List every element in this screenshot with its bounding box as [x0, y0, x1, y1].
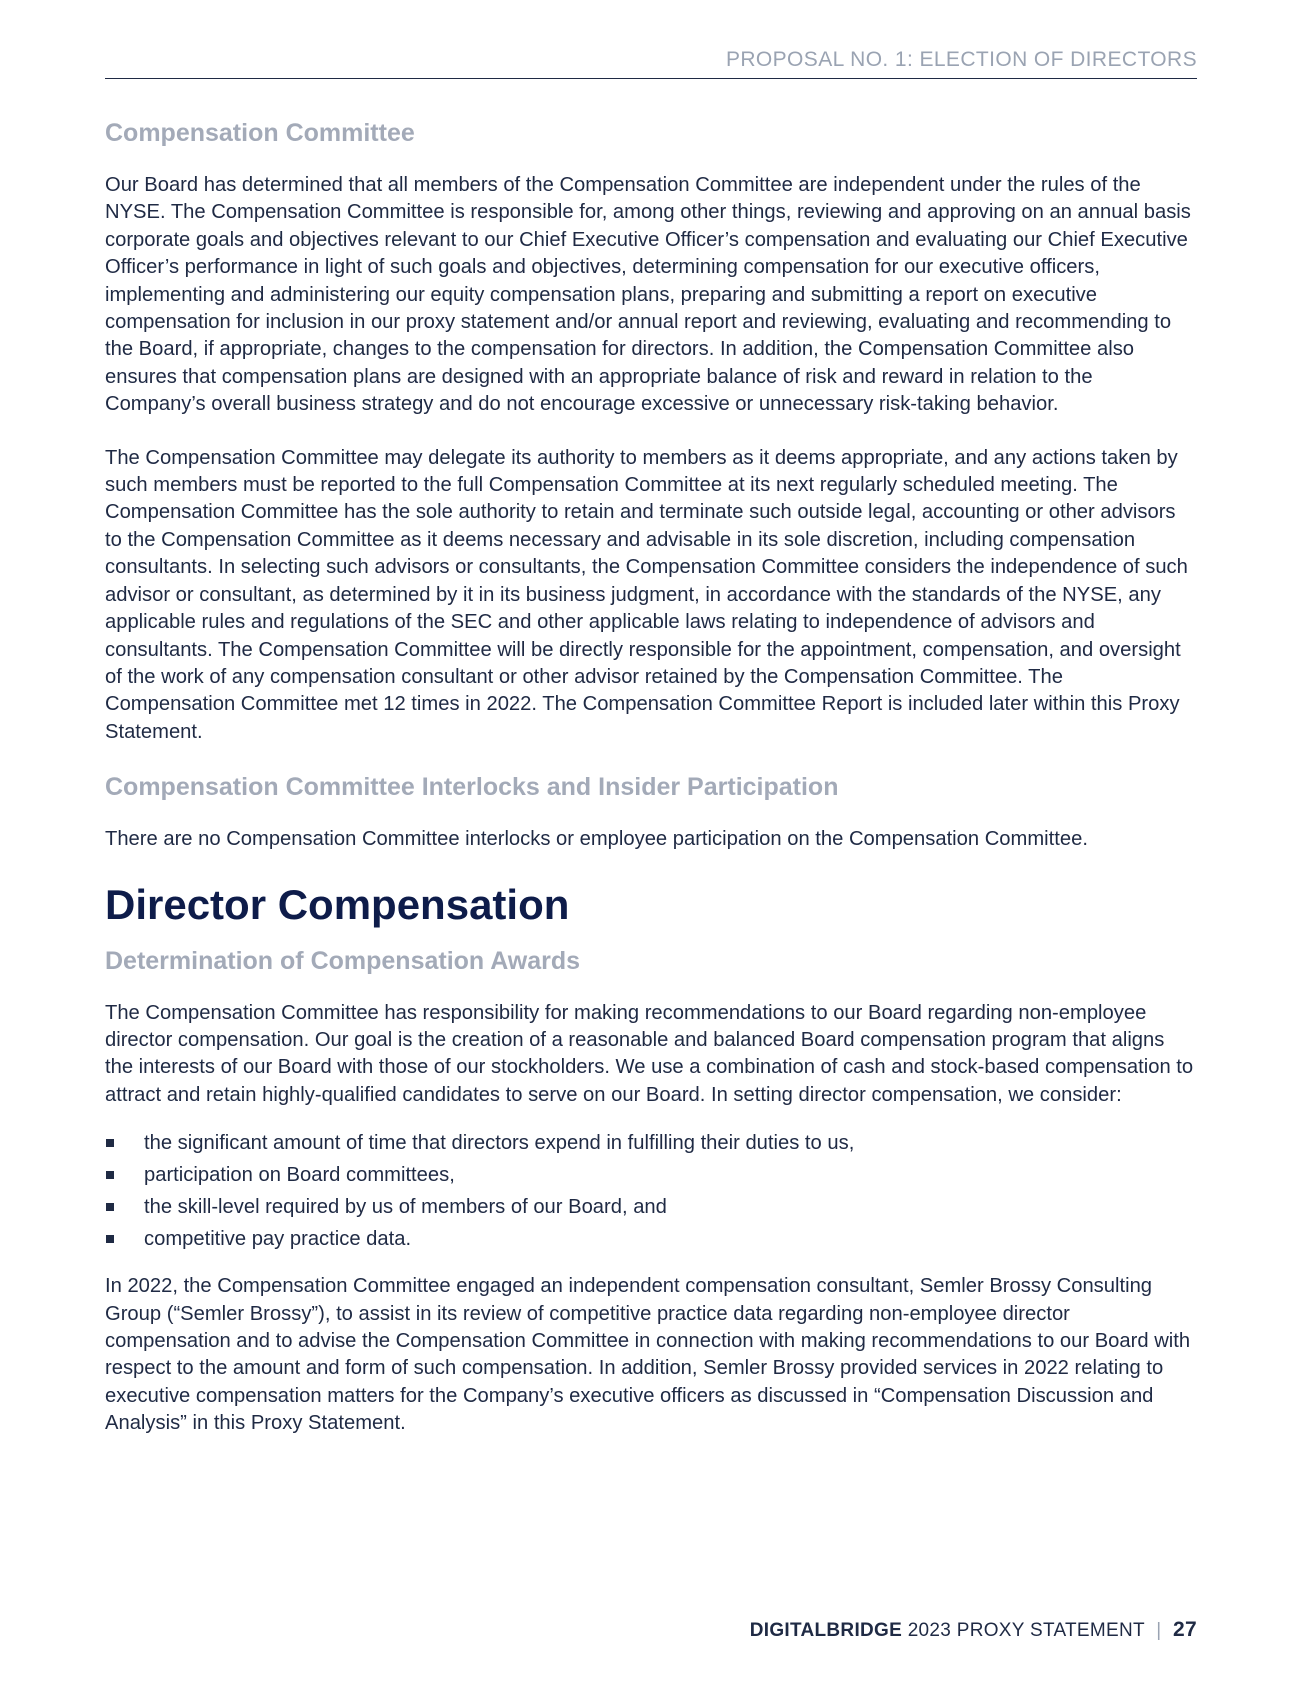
- compensation-committee-heading: Compensation Committee: [105, 119, 415, 147]
- footer-separator: |: [1156, 1620, 1162, 1641]
- square-bullet-icon: [106, 1203, 114, 1211]
- compensation-committee-paragraph-1: Our Board has determined that all members of the Compensation Committee are independent under the rules of the NYSE. The Compensation Committee is responsible for, among other things, reviewing and approving on an annual basis corporate goals and objectives relevant to our Chief Executive Officer’s compensation and evaluating our Chief Executive Officer’s performance in light of such goals and objectives, determining compensation for our executive officers, implementing and administering our equity compensation plans, preparing and submitting a report on executive compensation for inclusion in our proxy statement and/or annual report and reviewing, evaluating and recommending to the Board, if appropriate, changes to the compensation for directors. In addition, the Compensation Committee also ensures that compensation plans are designed with an appropriate balance of risk and reward in relation to the Company’s overall business strategy and do not encourage excessive or unnecessary risk-taking behavior.: [105, 174, 1191, 416]
- director-compensation-title: Director Compensation: [105, 880, 570, 928]
- director-compensation-paragraph-1: The Compensation Committee has responsibility for making recommendations to our Board regarding non-employee director compensation. Our goal is the creation of a reasonable and balanced Board compensation program that aligns the interests of our Board with those of our stockholders. We use a combination of cash and stock-based compensation to attract and retain highly-qualified candidates to serve on our Board. In setting director compensation, we consider:: [105, 1001, 1194, 1106]
- square-bullet-icon: [106, 1139, 114, 1147]
- considerations-list: [105, 1127, 1197, 1255]
- list-item: the skill-level required by us of members of our Board, and: [105, 1191, 1197, 1223]
- list-item: the significant amount of time that directors expend in fulfilling their duties to us,: [105, 1127, 1197, 1159]
- footer-brand: DIGITALBRIDGE: [749, 1620, 903, 1641]
- page-content: [105, 118, 1197, 1438]
- director-compensation-paragraph-2: In 2022, the Compensation Committee engaged an independent compensation consultant, Semler Brossy Consulting Group (“Semler Brossy”), to assist in its review of competitive practice data regarding non-employee director compensation and to advise the Compensation Committee in connection with making recommendations to our Board with respect to the amount and form of such compensation. In addition, Semler Brossy provided services in 2022 relating to executive compensation matters for the Company’s executive officers as discussed in “Compensation Discussion and Analysis” in this Proxy Statement.: [105, 1275, 1191, 1435]
- page-footer: [750, 1618, 1197, 1642]
- running-header: PROPOSAL NO. 1: ELECTION OF DIRECTORS: [725, 48, 1197, 71]
- header-rule: [105, 78, 1197, 79]
- square-bullet-icon: [106, 1235, 114, 1243]
- determination-heading: Determination of Compensation Awards: [105, 946, 581, 975]
- compensation-committee-paragraph-2: The Compensation Committee may delegate its authority to members as it deems appropriate, and any actions taken by such members must be reported to the full Compensation Committee at its next regularly scheduled meeting. The Compensation Committee has the sole authority to retain and terminate such outside legal, accounting or other advisors to the Compensation Committee as it deems necessary and advisable in its sole discretion, including compensation consultants. In selecting such advisors or consultants, the Compensation Committee considers the independence of such advisor or consultant, as determined by it in its business judgment, in accordance with the standards of the NYSE, any applicable rules and regulations of the SEC and other applicable laws relating to independence of advisors and consultants. The Compensation Committee will be directly responsible for the appointment, compensation, and oversight of the work of any compensation consultant or other advisor retained by the Compensation Committee. The Compensation Committee met 12 times in 2022. The Compensation Committee Report is included later within this Proxy Statement.: [105, 446, 1188, 743]
- list-item: participation on Board committees,: [105, 1159, 1197, 1191]
- footer-doc-title: 2023 PROXY STATEMENT: [907, 1620, 1145, 1641]
- interlocks-paragraph: There are no Compensation Committee interlocks or employee participation on the Compensation Committee.: [105, 828, 1088, 851]
- page-number: 27: [1173, 1618, 1197, 1641]
- interlocks-heading: Compensation Committee Interlocks and Insider Participation: [105, 773, 839, 802]
- square-bullet-icon: [106, 1171, 114, 1179]
- list-item: competitive pay practice data.: [105, 1223, 1197, 1255]
